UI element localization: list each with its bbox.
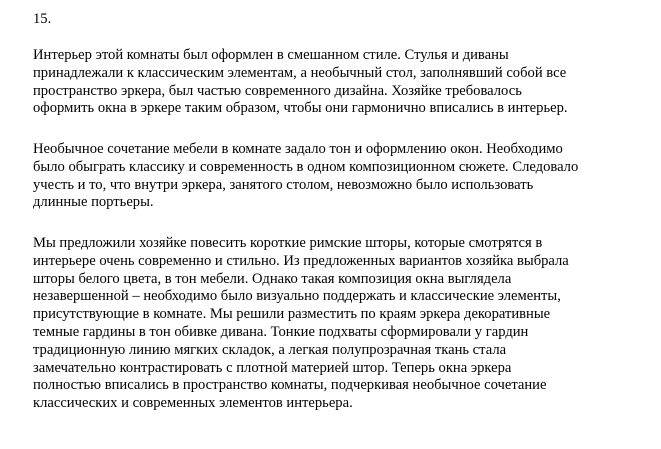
text-line: шторы белого цвета, в тон мебели. Однако такая композиция окна выглядела bbox=[33, 270, 512, 287]
paragraph-2 bbox=[33, 141, 653, 212]
text-line: оформить окна в эркере таким образом, чтобы они гармонично вписались в интерьер. bbox=[33, 100, 568, 117]
text-line: замечательно контрастировать с плотной материей штор. Теперь окна эркера bbox=[33, 359, 512, 376]
text-line: интерьере очень современно и стильно. Из предложенных вариантов хозяйка выбрала bbox=[33, 252, 569, 269]
text-line: пространство эркера, был частью современного дизайна. Хозяйке требовалось bbox=[33, 82, 522, 99]
paragraph-3 bbox=[33, 235, 653, 413]
text-line: учесть и то, что внутри эркера, занятого столом, невозможно было использовать bbox=[33, 176, 534, 193]
section-number: 15. bbox=[33, 11, 52, 27]
text-line: присутствующие в комнате. Мы решили разместить по краям эркера декоративные bbox=[33, 306, 551, 323]
text-line: Мы предложили хозяйке повесить короткие римские шторы, которые смотрятся в bbox=[33, 235, 543, 251]
text-line: принадлежали к классическим элементам, а необычный стол, заполнявший собой все bbox=[33, 64, 567, 81]
paragraph-1 bbox=[33, 47, 653, 118]
text-line: полностью вписались в пространство комнаты, подчеркивая необычное сочетание bbox=[33, 377, 547, 394]
text-line: Необычное сочетание мебели в комнате задало тон и оформлению окон. Необходимо bbox=[33, 141, 563, 157]
text-line: незавершенной – необходимо было визуально поддержать и классические элементы, bbox=[33, 288, 561, 305]
text-line: было обыграть классику и современность в одном композиционном сюжете. Следовало bbox=[33, 158, 579, 175]
text-line: длинные портьеры. bbox=[33, 194, 154, 211]
text-line: классических и современных элементов интерьера. bbox=[33, 395, 353, 412]
text-line: традиционную линию мягких складок, а легкая полупрозрачная ткань стала bbox=[33, 341, 507, 358]
text-line: Интерьер этой комнаты был оформлен в смешанном стиле. Стулья и диваны bbox=[33, 47, 509, 63]
text-line: темные гардины в тон обивке дивана. Тонкие подхваты сформировали у гардин bbox=[33, 323, 529, 340]
